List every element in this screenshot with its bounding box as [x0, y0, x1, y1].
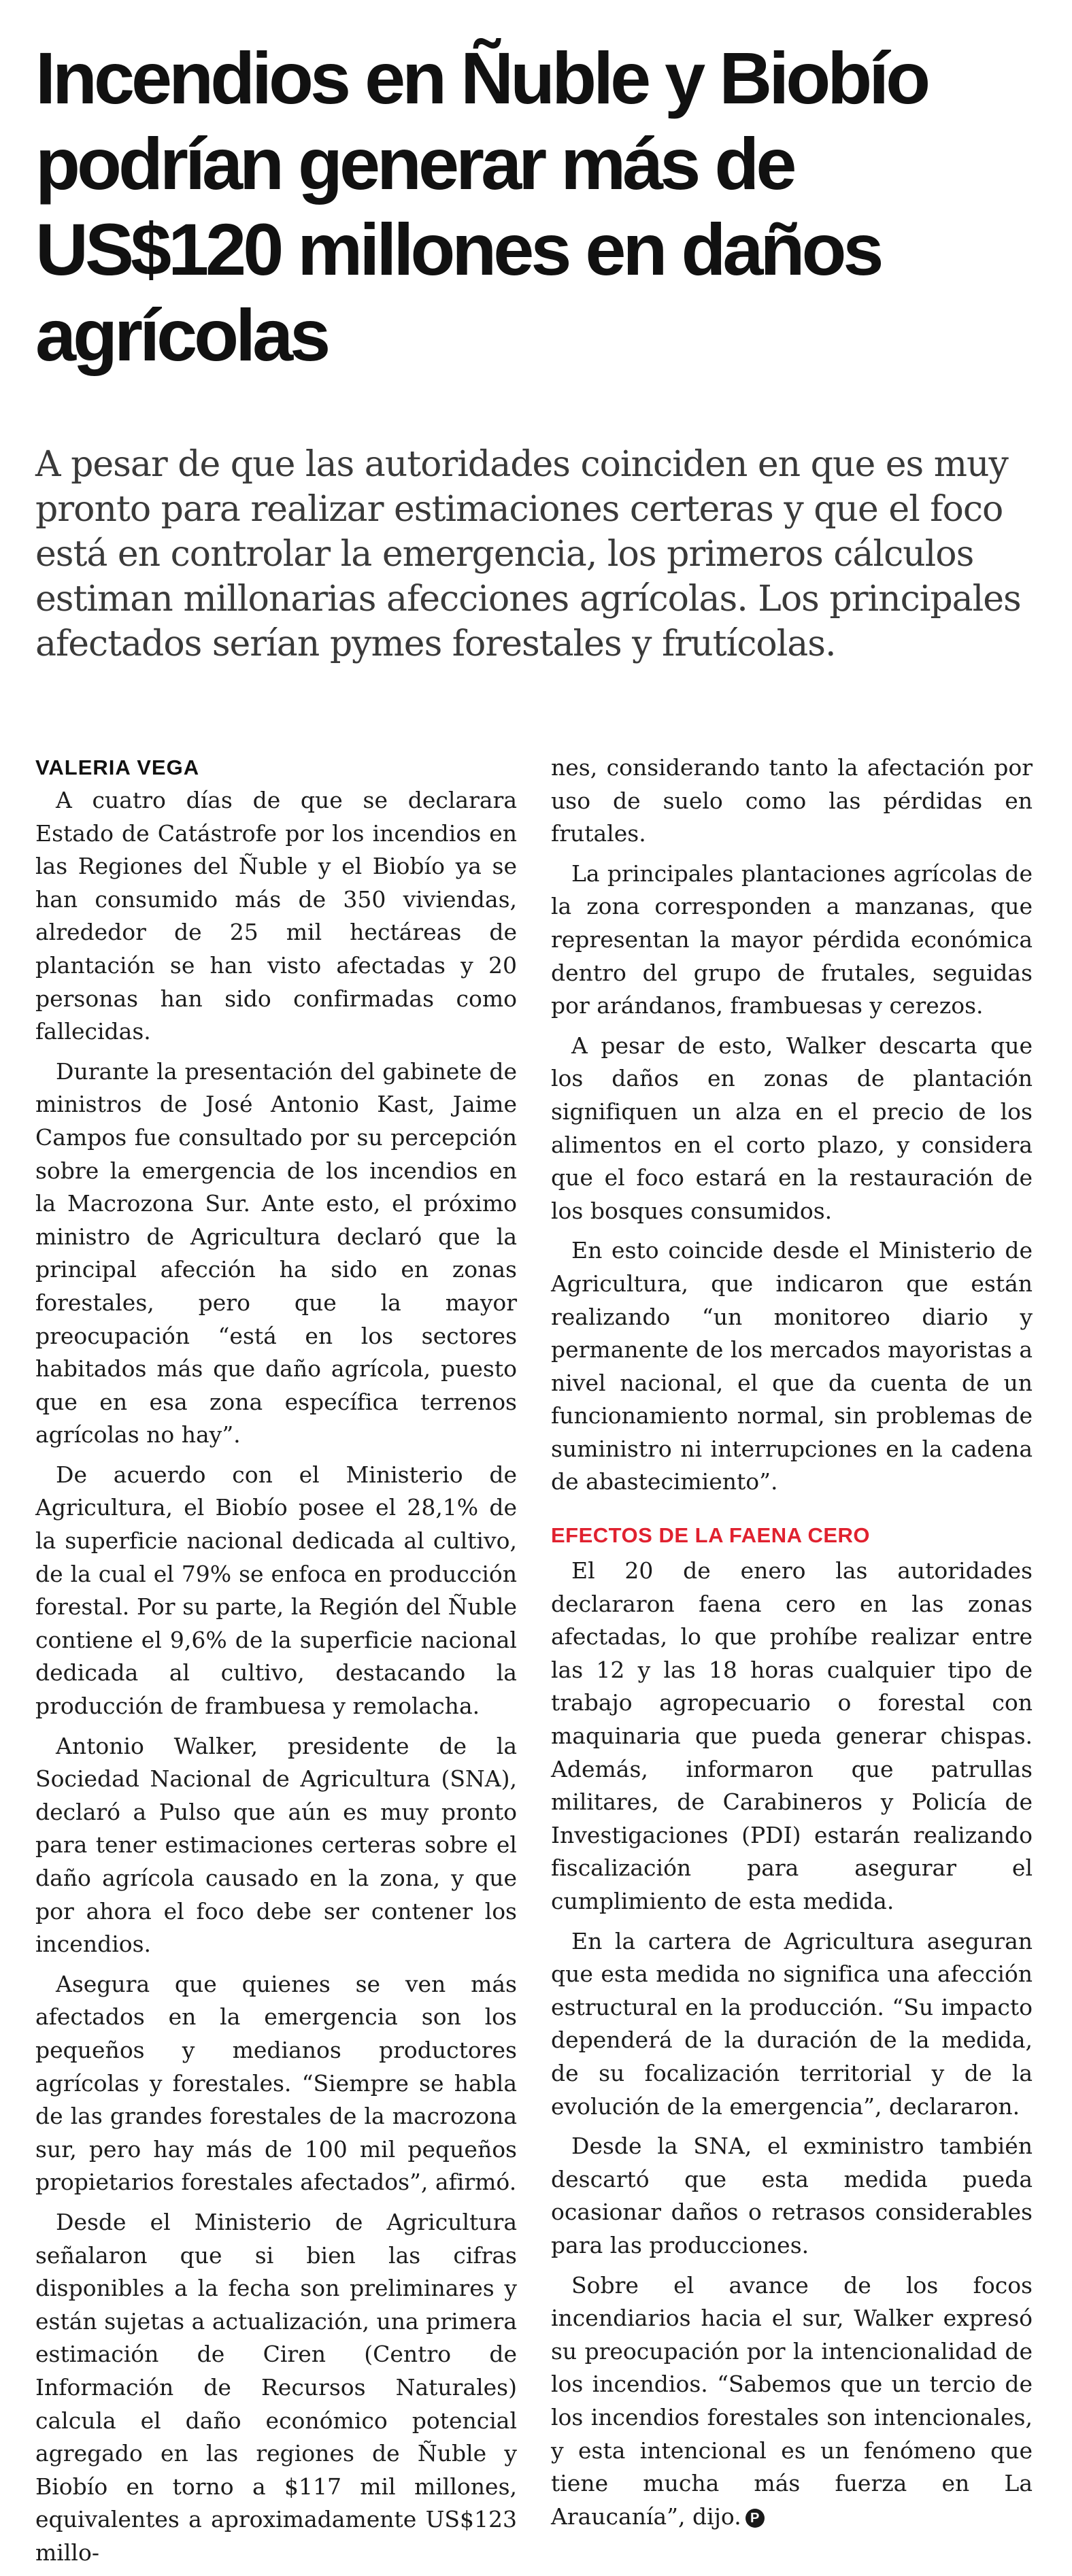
article-column-right — [551, 751, 1033, 2540]
article-column-left — [35, 751, 517, 2576]
paragraph: Desde el Ministerio de Agricultura señalaron que si bien las cifras disponibles a la fecha son preliminares y están sujetas a actualización, una primera estimación de Ciren (Centro de Información de Recursos Naturales) calcula el daño económico potencial agregado en las regiones de Ñuble y Biobío en torno a $117 mil millones, equivalentes a aproximadamente US$123 millo- — [35, 2208, 517, 2566]
paragraph-final — [551, 2269, 1033, 2534]
paragraph: Antonio Walker, presidente de la Sociedad Nacional de Agricultura (SNA), declaró a Pulso que aún es muy pronto para tener estimaciones certeras sobre el daño agrícola causado en la zona, y que por ahora el foco debe ser contener los incendios. — [35, 1732, 517, 1958]
paragraph: En esto coincide desde el Ministerio de Agricultura, que indicaron que están realizando “un monitoreo diario y permanente de los mercados mayoristas a nivel nacional, el que da cuenta de un funcionamiento normal, sin problemas de suministro ni interrupciones en la cadena de abastecimiento”. — [551, 1237, 1033, 1495]
final-paragraph-text: Sobre el avance de los focos incendiarios hacia el sur, Walker expresó su preocupación por la intencionalidad de los incendios. “Sabemos que un tercio de los incendios forestales son intencionales, y esta intencional es un fenómeno que tiene mucha más fuerza en La Araucanía”, dijo. — [551, 2271, 1033, 2530]
paragraph: Durante la presentación del gabinete de ministros de José Antonio Kast, Jaime Campos fue consultado por su percepción sobre la emergencia de los incendios en la Macrozona Sur. Ante esto, el próximo ministro de Agricultura declaró que la principal afección ha sido en zonas forestales, pero que la mayor preocupación “está en los sectores habitados más que daño agrícola, puesto que en esa zona específica terrenos agrícolas no hay”. — [35, 1057, 517, 1448]
paragraph: En la cartera de Agricultura aseguran que esta medida no significa una afección estructural en la producción. “Su impacto dependerá de la duración de la medida, de su focalización territorial y de la evolución de la emergencia”, declararon. — [551, 1927, 1033, 2120]
paragraph: Asegura que quienes se ven más afectados en la emergencia son los pequeños y medianos productores agrícolas y forestales. “Siempre se habla de las grandes forestales de la macrozona sur, pero hay más de 100 mil pequeños propietarios forestales afectados”, afirmó. — [35, 1970, 517, 2196]
deck-summary: A pesar de que las autoridades coinciden en que es muy pronto para realizar estimaciones certeras y que el foco está en controlar la emergencia, los primeros cálculos estiman millonarias afecciones agrícolas. Los principales afectados serían pymes forestales y frutícolas. — [35, 444, 1021, 664]
byline: VALERIA VEGA — [35, 756, 200, 779]
pulso-end-mark-icon: P — [746, 2509, 765, 2528]
paragraph: A pesar de esto, Walker descarta que los daños en zonas de plantación signifiquen un alza en el precio de los alimentos en el corto plazo, y considera que el foco estará en la restauración de los bosques consumidos. — [551, 1032, 1033, 1224]
paragraph: De acuerdo con el Ministerio de Agricultura, el Biobío posee el 28,1% de la superficie nacional dedicada al cultivo, de la cual el 79% se enfoca en producción forestal. Por su parte, la Región del Ñuble contiene el 9,6% de la superficie nacional dedicada al cultivo, destacando la producción de frambuesa y remolacha. — [35, 1461, 517, 1720]
section-subhead: EFECTOS DE LA FAENA CERO — [551, 1523, 871, 1548]
paragraph: A cuatro días de que se declarara Estado de Catástrofe por los incendios en las Regiones del Ñuble y el Biobío ya se han consumido más de 350 viviendas, alrededor de 25 mil hectáreas de plantación se han visto afectadas y 20 personas han sido confirmadas como fallecidas. — [35, 787, 517, 1045]
paragraph: Desde la SNA, el exministro también descartó que esta medida pueda ocasionar daños o retrasos considerables para las producciones. — [551, 2133, 1033, 2258]
paragraph: El 20 de enero las autoridades declararon faena cero en las zonas afectadas, lo que prohíbe realizar entre las 12 y las 18 horas cualquier tipo de trabajo agropecuario o forestal con maquinaria que pueda generar chispas. Además, informaron que patrullas militares, de Carabineros y Policía de Investigaciones (PDI) estarán realizando fiscalización para asegurar el cumplimiento de esta medida. — [551, 1557, 1033, 1914]
paragraph: La principales plantaciones agrícolas de la zona corresponden a manzanas, que representan la mayor pérdida económica dentro del grupo de frutales, seguidas por arándanos, frambuesas y cerezos. — [551, 860, 1033, 1019]
paragraph-continuation: nes, considerando tanto la afectación por uso de suelo como las pérdidas en frutales. — [551, 754, 1033, 847]
headline: Incendios en Ñuble y Biobío podrían generar más de US$120 millones en daños agrícolas — [35, 37, 928, 376]
